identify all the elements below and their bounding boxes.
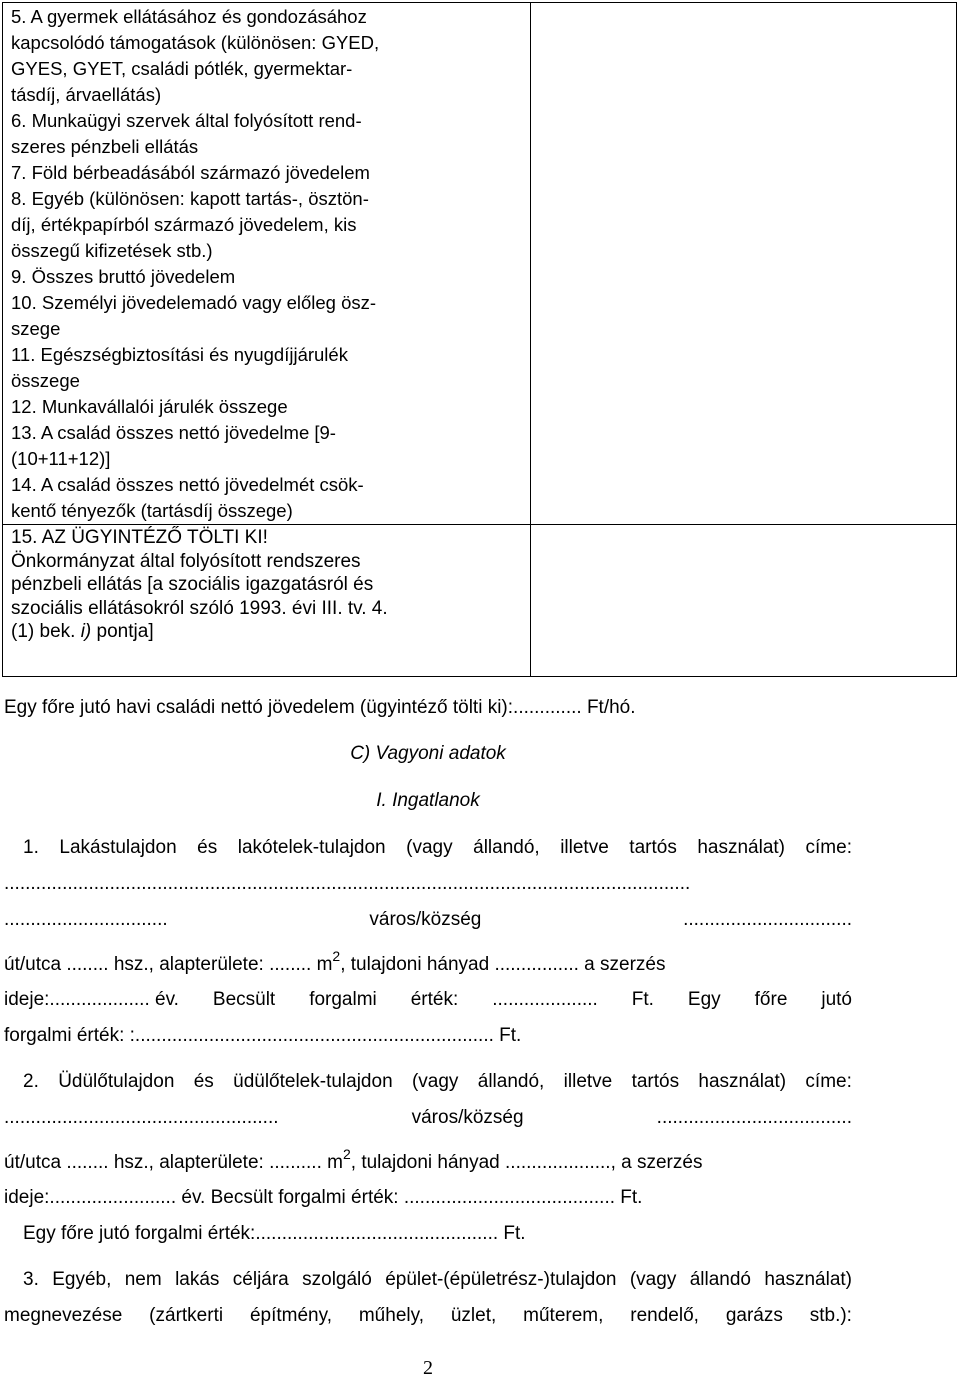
item1-address-dots[interactable]: .................................................................................................................................. [4, 873, 691, 894]
row-label-line: 7. Föld bérbeadásából származó jövedelem [11, 162, 370, 183]
superscript: 2 [342, 1146, 351, 1162]
row-label-line: szociális ellátásokról szóló 1993. évi III. tv. 4. [11, 597, 388, 619]
city-label: város/község [369, 909, 482, 930]
word: állandó [689, 1269, 751, 1290]
official-row [3, 525, 957, 677]
word: (vagy [406, 837, 453, 858]
row-label-line: 6. Munkaügyi szervek által folyósított rend- [11, 110, 362, 131]
item3-line1 [4, 1269, 852, 1291]
fill-dots[interactable]: ..................................... [656, 1107, 852, 1128]
row-label-line: 13. A család összes nettó jövedelme [9- [11, 422, 336, 443]
official-amount-cell[interactable] [531, 525, 957, 677]
row-label-line: díj, értékpapírból származó jövedelem, kis [11, 214, 357, 235]
word: üzlet, [450, 1305, 497, 1326]
item1-line1 [4, 837, 852, 859]
word: (zártkerti [149, 1305, 224, 1326]
page-number: 2 [423, 1357, 433, 1379]
income-amount-cell[interactable] [531, 3, 957, 525]
per-capita-income-line: Egy főre jutó havi családi nettó jövedelem (ügyintéző tölti ki):............. Ft/hó. [4, 697, 636, 718]
row-label-line: Önkormányzat által folyósított rendszeres [11, 550, 361, 572]
word: 2. [23, 1071, 39, 1092]
row-label-line: tásdíj, árvaellátás) [11, 84, 162, 105]
word: használat) [764, 1269, 852, 1290]
item2-line5: Egy főre jutó forgalmi érték:.............................................. Ft. [23, 1223, 526, 1244]
row-label-line: 10. Személyi jövedelemadó vagy előleg ösz- [11, 292, 377, 313]
subsection-title: I. Ingatlanok [376, 790, 480, 811]
text-part: út/utca ........ hsz., alapterülete: .......... m [4, 1152, 343, 1173]
word: ideje:................... év. [4, 989, 179, 1010]
row-label-line: 5. A gyermek ellátásához és gondozásához [11, 6, 367, 27]
word: Üdülőtulajdon [58, 1071, 175, 1092]
word: illetve [563, 1071, 613, 1092]
row-label-line: szege [11, 318, 61, 339]
word: 1. [23, 837, 39, 858]
word: építmény, [249, 1305, 332, 1326]
word: főre [754, 989, 788, 1010]
text-part: , tulajdoni hányad ................ a szerzés [340, 954, 666, 975]
section-title: C) Vagyoni adatok [350, 743, 506, 764]
word: garázs [725, 1305, 783, 1326]
word: (vagy [411, 1071, 459, 1092]
word: 3. [23, 1269, 39, 1290]
row-label-line: 9. Összes bruttó jövedelem [11, 266, 236, 287]
word: Becsült [212, 989, 276, 1010]
income-table [2, 2, 957, 677]
text-part: út/utca ........ hsz., alapterülete: ........ m [4, 954, 333, 975]
row-label-line: összegű kifizetések stb.) [11, 240, 213, 261]
word: használat) [698, 1071, 787, 1092]
income-items-labels [3, 3, 531, 525]
item2-line1 [4, 1071, 852, 1093]
word: használat) [697, 837, 786, 858]
row-label-line: kapcsolódó támogatások (különösen: GYED, [11, 32, 380, 53]
word: állandó, [473, 837, 540, 858]
word: és [193, 1071, 214, 1092]
row-label-line: 15. AZ ÜGYINTÉZŐ TÖLTI KI! [11, 527, 268, 548]
word: stb.): [809, 1305, 852, 1326]
row-label-line: 12. Munkavállalói járulék összege [11, 396, 288, 417]
income-rows-block [3, 3, 957, 525]
word: címe: [805, 1071, 852, 1092]
word: üdülőtelek-tulajdon [233, 1071, 393, 1092]
word: illetve [560, 837, 609, 858]
word: szolgáló [302, 1269, 372, 1290]
legal-ref-bek: (1) bek. [11, 621, 76, 642]
item2-line2 [4, 1107, 852, 1129]
word: épület-(épületrész-)tulajdon [385, 1269, 617, 1290]
row-label-line: 11. Egészségbiztosítási és nyugdíjjárulék [11, 344, 348, 365]
row-label-line: szeres pénzbeli ellátás [11, 136, 199, 157]
word: és [197, 837, 218, 858]
word: Ft. [631, 989, 654, 1010]
item2-line4: ideje:........................ év. Becsült forgalmi érték: ........................................ Ft. [4, 1187, 643, 1208]
word: megnevezése [4, 1305, 123, 1326]
word: rendelő, [630, 1305, 699, 1326]
fill-dots[interactable]: ............................... [4, 909, 168, 930]
word: Egy [687, 989, 721, 1010]
word: címe: [805, 837, 852, 858]
row-label-line: összege [11, 370, 80, 391]
text-part: , tulajdoni hányad ...................., a szerzés [350, 1152, 703, 1173]
word: Lakástulajdon [59, 837, 177, 858]
word: műterem, [523, 1305, 604, 1326]
item2-line3 [4, 1146, 852, 1174]
word: tartós [631, 1071, 680, 1092]
word: tartós [629, 837, 677, 858]
item1-line6: forgalmi érték: :.................................................................... Ft. [4, 1025, 522, 1046]
item3-line2 [4, 1305, 852, 1327]
fill-dots[interactable]: .................................................... [4, 1107, 279, 1128]
item1-line5 [4, 989, 852, 1011]
fill-dots[interactable]: .................... [492, 989, 598, 1010]
legal-ref-point: i) [80, 621, 92, 642]
row-label-line: pénzbeli ellátás [a szociális igazgatásról és [11, 574, 374, 595]
row-label-line: (10+11+12)] [11, 448, 111, 469]
word: Egyéb, [52, 1269, 112, 1290]
city-label: város/község [411, 1107, 524, 1128]
item1-line3 [4, 909, 852, 931]
row-label-line: GYES, GYET, családi pótlék, gyermektar- [11, 58, 353, 79]
item1-line4 [4, 948, 852, 976]
word: céljára [232, 1269, 289, 1290]
row-label-line: kentő tényezők (tartásdíj összege) [11, 500, 293, 521]
row-label-line [11, 620, 526, 644]
word: lakás [175, 1269, 220, 1290]
superscript: 2 [332, 948, 341, 964]
word: (vagy [629, 1269, 677, 1290]
fill-dots[interactable]: ................................ [683, 909, 852, 930]
word: érték: [410, 989, 459, 1010]
word: műhely, [358, 1305, 424, 1326]
word: állandó, [477, 1071, 545, 1092]
row-label-line: 8. Egyéb (különösen: kapott tartás-, ösztön- [11, 188, 369, 209]
official-row-label [3, 525, 531, 677]
word: lakótelek-tulajdon [237, 837, 386, 858]
word: nem [124, 1269, 162, 1290]
word: forgalmi [309, 989, 377, 1010]
legal-ref-pontja: pontja] [96, 621, 154, 642]
row-label-line: 14. A család összes nettó jövedelmét csök- [11, 474, 364, 495]
word: jutó [821, 989, 852, 1010]
